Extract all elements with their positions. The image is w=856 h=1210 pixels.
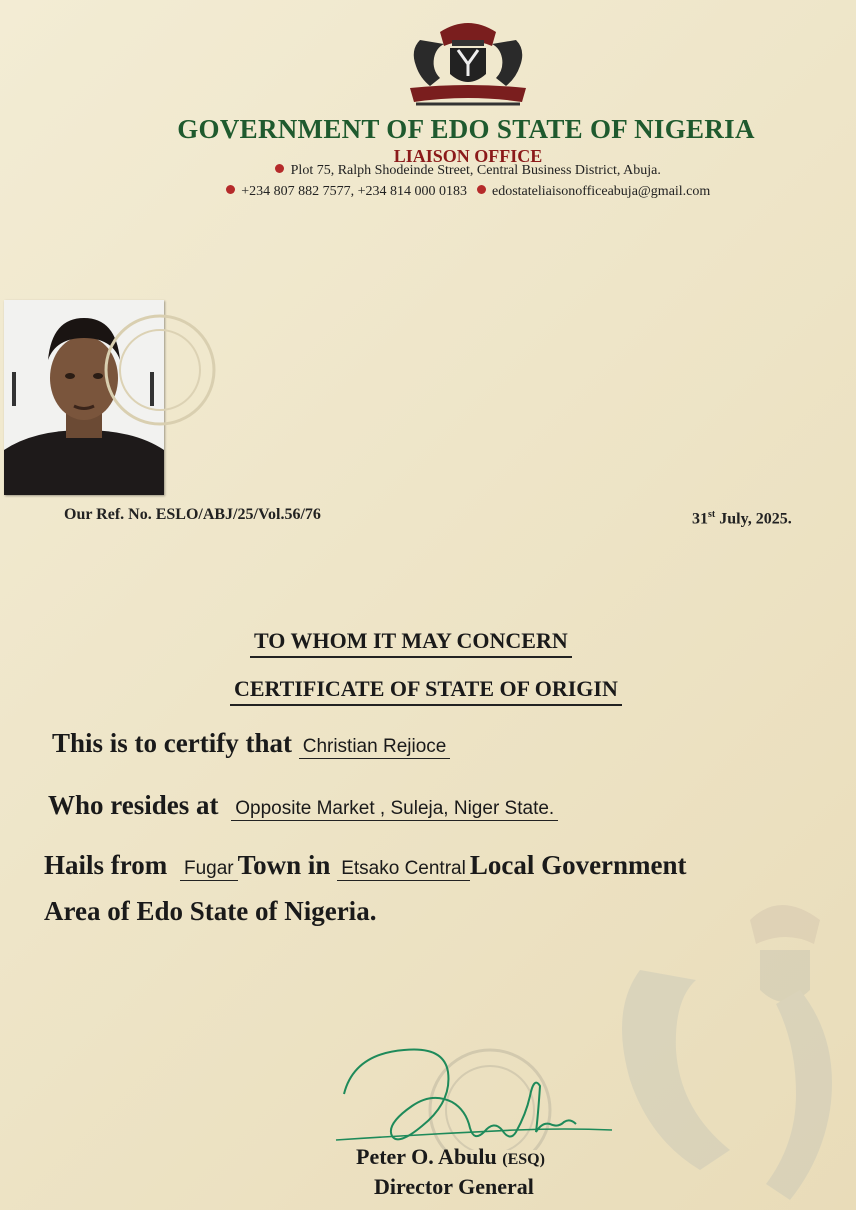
letterhead-contacts <box>0 184 856 200</box>
signature <box>330 1036 620 1146</box>
letterhead-address <box>0 163 856 179</box>
embossed-seal <box>100 310 220 430</box>
email-address: edostateliaisonofficeabuja@gmail.com <box>492 184 711 199</box>
origin-line <box>44 850 687 881</box>
certify-label: This is to certify that <box>52 728 292 758</box>
residence-line <box>48 790 558 821</box>
date-day: 31 <box>692 510 708 528</box>
letterhead-office: LIAISON OFFICE <box>393 146 543 166</box>
hails-label: Hails from <box>44 850 168 880</box>
address-text: Plot 75, Ralph Shodeinde Street, Central Business District, Abuja. <box>290 163 661 178</box>
lga-label: Local Government <box>469 850 687 880</box>
signatory-title: Director General <box>374 1174 534 1199</box>
signatory-suffix: (ESQ) <box>502 1151 545 1168</box>
date-suffix: st <box>708 509 716 520</box>
area-line: Area of Edo State of Nigeria. <box>44 896 377 926</box>
signatory-name: Peter O. Abulu <box>356 1144 497 1169</box>
lga-value: Etsako Central <box>337 858 470 881</box>
reference-number: Our Ref. No. ESLO/ABJ/25/Vol.56/76 <box>64 506 321 523</box>
certify-line <box>52 728 450 759</box>
phone-numbers: +234 807 882 7577, +234 814 000 0183 <box>241 184 467 199</box>
location-icon <box>275 164 284 173</box>
coat-of-arms-icon <box>400 10 536 116</box>
coat-of-arms-watermark <box>600 880 856 1210</box>
holder-name: Christian Rejioce <box>299 736 451 759</box>
town-value: Fugar <box>180 858 238 881</box>
date-rest: July, 2025. <box>715 510 792 528</box>
town-label: Town in <box>237 850 331 880</box>
signatory-name-line <box>356 1144 545 1170</box>
letter-date <box>692 509 792 528</box>
email-icon <box>477 185 486 194</box>
resides-label: Who resides at <box>48 790 219 820</box>
to-whom-heading: TO WHOM IT MAY CONCERN <box>250 628 572 658</box>
letterhead-title: GOVERNMENT OF EDO STATE OF NIGERIA <box>177 114 755 144</box>
phone-icon <box>226 185 235 194</box>
certificate-heading: CERTIFICATE OF STATE OF ORIGIN <box>230 676 622 706</box>
residence-value: Opposite Market , Suleja, Niger State. <box>231 798 558 821</box>
